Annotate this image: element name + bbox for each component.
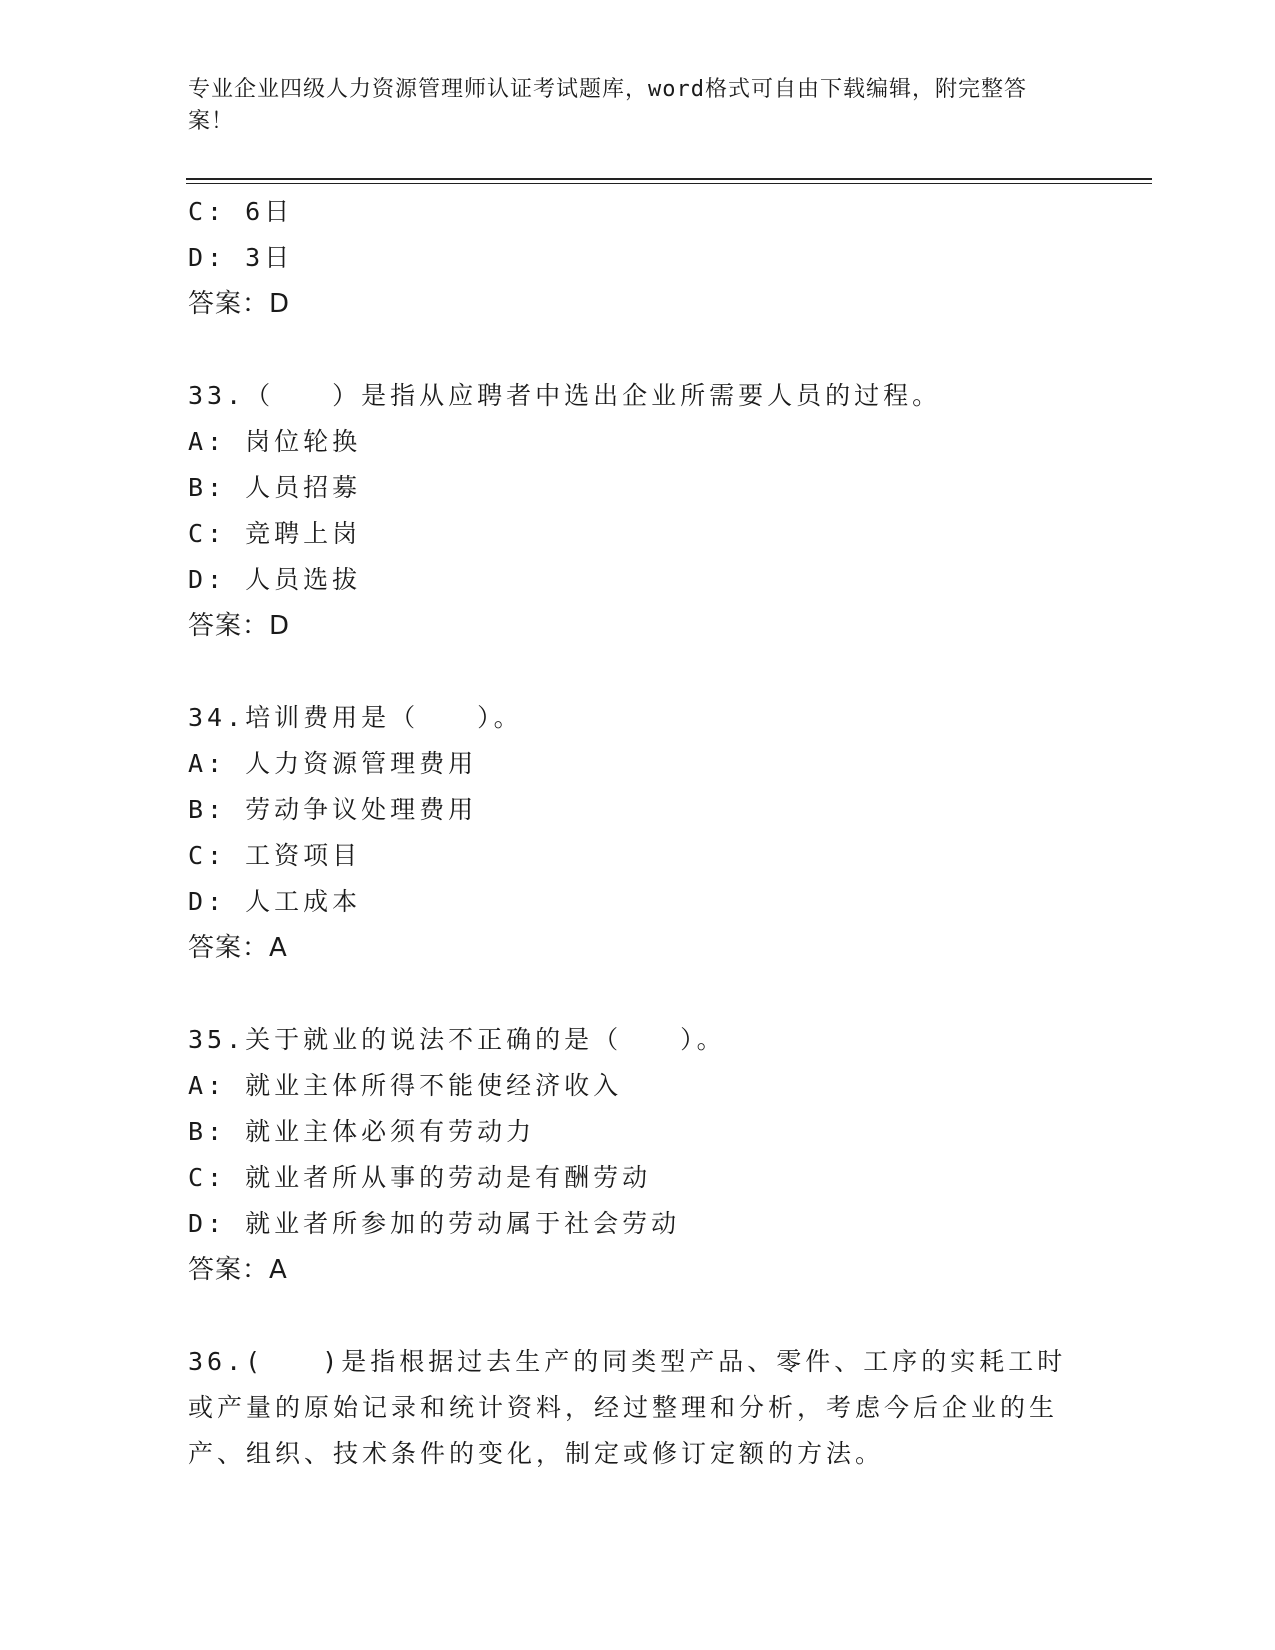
spacer <box>188 971 1088 1017</box>
answer-line: 答案：A <box>188 1255 288 1285</box>
option-d: D: 人工成本 <box>188 887 362 916</box>
spacer <box>188 327 1088 373</box>
option-c: C: 6日 <box>188 197 294 226</box>
question-stem: 36.( )是指根据过去生产的同类型产品、零件、工序的实耗工时或产量的原始记录和统计资料，经过整理和分析，考虑今后企业的生产、组织、技术条件的变化，制定或修订定额的方法。 <box>188 1347 1067 1468</box>
question-stem: 34.培训费用是（ ）。 <box>188 703 523 732</box>
spacer <box>188 1293 1088 1339</box>
option-b: B: 人员招募 <box>188 473 362 502</box>
header-divider-thick <box>186 178 1152 180</box>
option-a: A: 人力资源管理费用 <box>188 749 478 778</box>
option-d: D: 就业者所参加的劳动属于社会劳动 <box>188 1209 681 1238</box>
option-d: D: 3日 <box>188 243 294 272</box>
document-header: 专业企业四级人力资源管理师认证考试题库，word格式可自由下载编辑，附完整答案！ <box>188 77 1027 134</box>
option-c: C: 工资项目 <box>188 841 362 870</box>
option-b: B: 就业主体必须有劳动力 <box>188 1117 536 1146</box>
spacer <box>188 649 1088 695</box>
option-a: A: 就业主体所得不能使经济收入 <box>188 1071 623 1100</box>
option-c: C: 就业者所从事的劳动是有酬劳动 <box>188 1163 652 1192</box>
question-stem: 33.（ ）是指从应聘者中选出企业所需要人员的过程。 <box>188 381 942 410</box>
option-c: C: 竞聘上岗 <box>188 519 362 548</box>
option-b: B: 劳动争议处理费用 <box>188 795 478 824</box>
answer-line: 答案：D <box>188 289 291 319</box>
option-d: D: 人员选拔 <box>188 565 362 594</box>
header-divider-thin <box>186 183 1152 184</box>
question-content <box>188 189 1088 1477</box>
option-a: A: 岗位轮换 <box>188 427 362 456</box>
question-stem: 35.关于就业的说法不正确的是（ ）。 <box>188 1025 726 1054</box>
answer-line: 答案：D <box>188 611 291 641</box>
answer-line: 答案：A <box>188 933 288 963</box>
